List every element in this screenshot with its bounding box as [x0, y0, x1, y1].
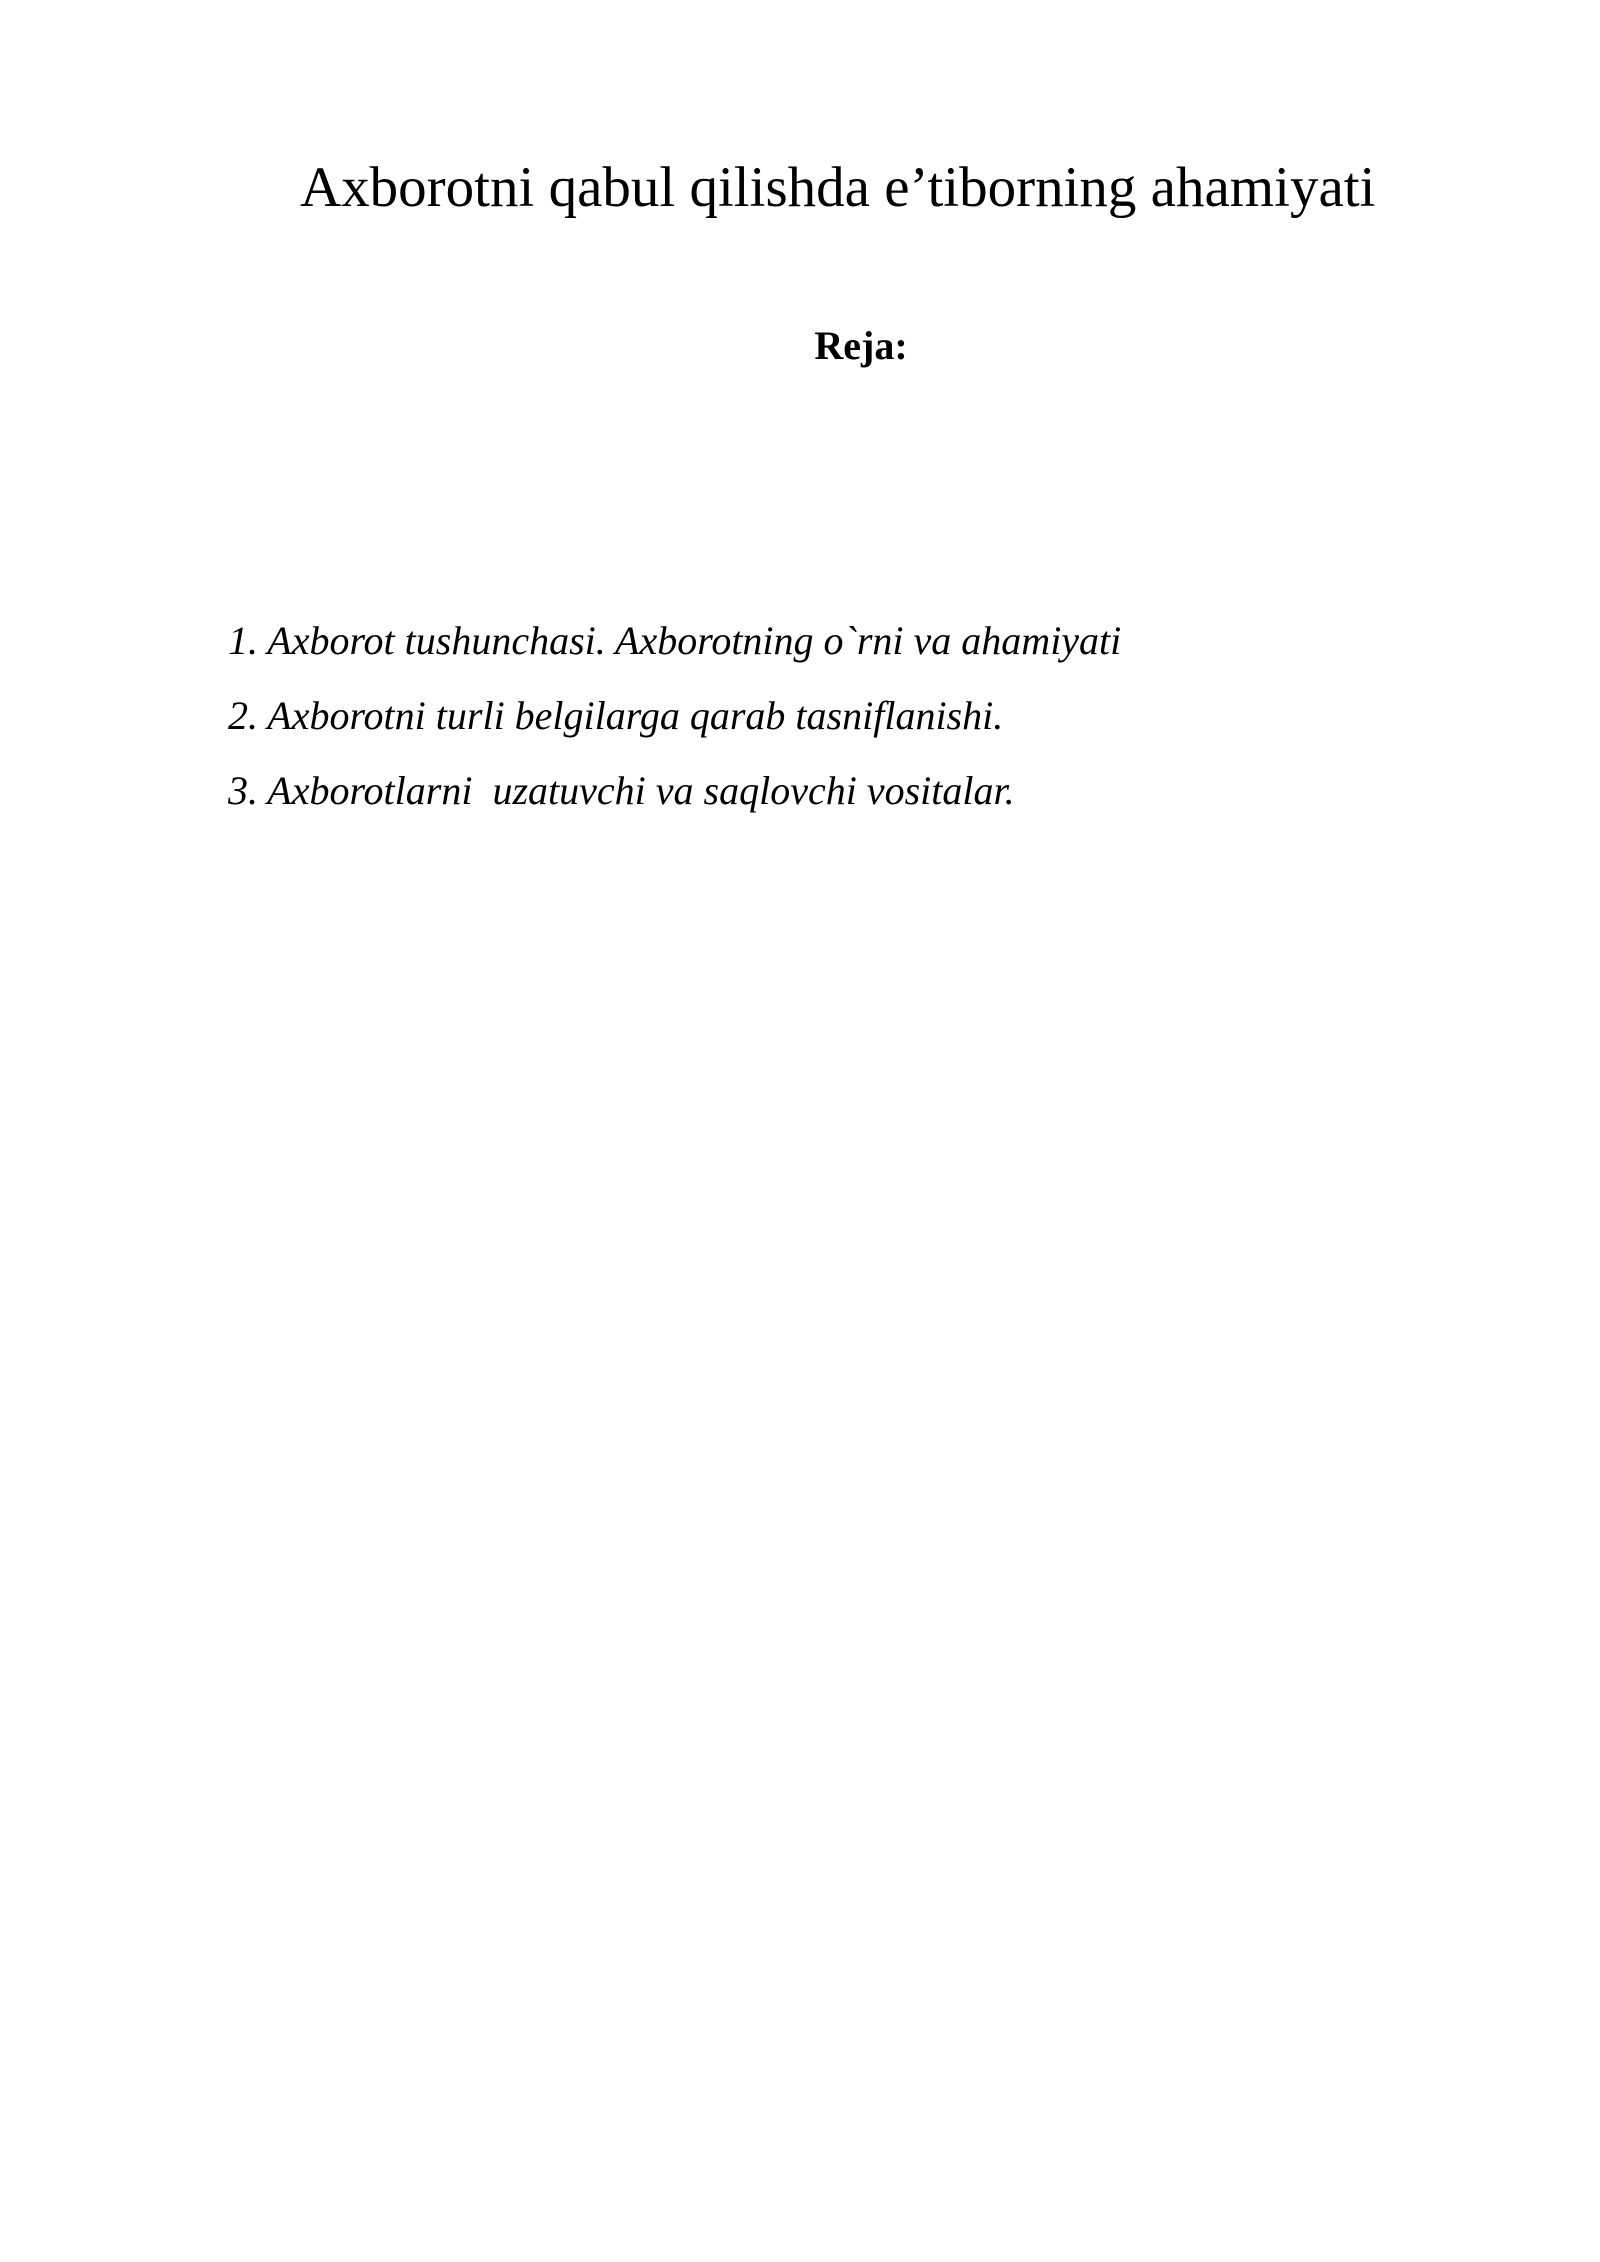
plan-item: 2. Axborotni turli belgilarga qarab tasniflanishi.: [228, 693, 1004, 738]
plan-list: [228, 615, 1428, 840]
plan-item: 1. Axborot tushunchasi. Axborotning o`rni va ahamiyati: [228, 618, 1122, 663]
page-title: Axborotni qabul qilishda e’tiborning ahamiyati: [300, 156, 1376, 219]
plan-heading: Reja:: [814, 323, 908, 368]
plan-item: 3. Axborotlarni uzatuvchi va saqlovchi vositalar.: [228, 768, 1015, 813]
